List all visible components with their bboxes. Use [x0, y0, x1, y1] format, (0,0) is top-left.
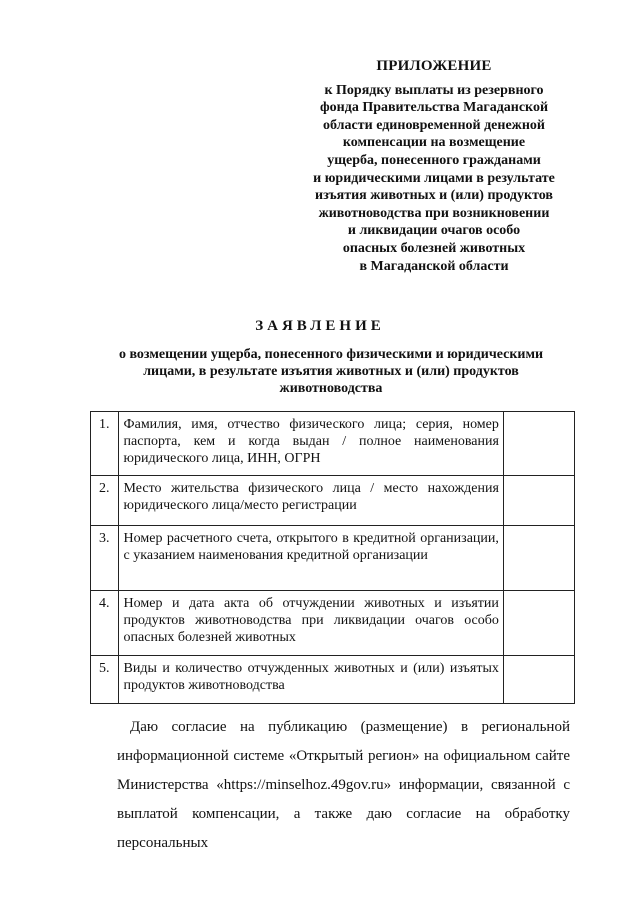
appendix-line: изъятия животных и (или) продуктов — [315, 188, 553, 204]
appendix-line: в Магаданской области — [359, 258, 509, 274]
row-number: 5. — [91, 656, 119, 704]
row-value-field[interactable] — [503, 412, 574, 476]
subtitle-line: животноводства — [279, 381, 383, 396]
consent-line: выплатой компенсации, а также даю согласие на обработку персональных — [117, 806, 570, 851]
subtitle-line: лицами, в результате изъятия животных и (или) продуктов — [143, 364, 519, 379]
consent-paragraph — [117, 713, 570, 851]
consent-line: Даю согласие на публикацию (размещение) в региональной — [130, 719, 570, 735]
row-value-field[interactable] — [503, 526, 574, 591]
subtitle-line: о возмещении ущерба, понесенного физическими и юридическими — [118, 347, 544, 362]
table-row — [91, 591, 575, 656]
row-number: 2. — [91, 476, 119, 526]
appendix-line: фонда Правительства Магаданской — [319, 100, 549, 116]
row-number: 1. — [91, 412, 119, 476]
appendix-line: и юридическими лицами в результате — [313, 170, 555, 186]
row-number: 3. — [91, 526, 119, 591]
row-label: Фамилия, имя, отчество физического лица; серия, номер паспорта, кем и когда выдан / полное наименования юридического лица, ИНН, ОГРН — [118, 412, 503, 476]
row-label: Виды и количество отчужденных животных и (или) изъятых продуктов животноводства — [118, 656, 503, 704]
appendix-line: опасных болезней животных — [342, 240, 526, 256]
consent-line: Министерства «https://minselhoz.49gov.ru» информации, связанной с — [117, 777, 570, 793]
table-row — [91, 476, 575, 526]
appendix-heading: ПРИЛОЖЕНИЕ — [376, 58, 492, 74]
table-row — [91, 526, 575, 591]
row-number: 4. — [91, 591, 119, 656]
row-label: Место жительства физического лица / место нахождения юридического лица/место регистрации — [118, 476, 503, 526]
row-value-field[interactable] — [503, 591, 574, 656]
appendix-header — [296, 58, 572, 275]
row-label: Номер и дата акта об отчуждении животных и изъятии продуктов животноводства при ликвидации очагов особо опасных болезней животных — [118, 591, 503, 656]
table-row — [91, 656, 575, 704]
document-subtitle — [96, 346, 566, 397]
appendix-line: и ликвидации очагов особо — [347, 223, 521, 239]
row-label: Номер расчетного счета, открытого в кредитной организации, с указанием наименования кредитной организации — [118, 526, 503, 591]
appendix-line: компенсации на возмещение — [342, 135, 526, 151]
appendix-line: области единовременной денежной — [323, 117, 545, 133]
row-value-field[interactable] — [503, 656, 574, 704]
appendix-line: ущерба, понесенного гражданами — [327, 152, 541, 168]
consent-line: информационной системе «Открытый регион» на официальном сайте — [117, 748, 570, 764]
table-row — [91, 412, 575, 476]
row-value-field[interactable] — [503, 476, 574, 526]
document-title: ЗАЯВЛЕНИЕ — [255, 318, 385, 334]
appendix-line: к Порядку выплаты из резервного — [324, 82, 544, 98]
application-form-table — [90, 411, 575, 704]
appendix-line: животноводства при возникновении — [318, 205, 550, 221]
